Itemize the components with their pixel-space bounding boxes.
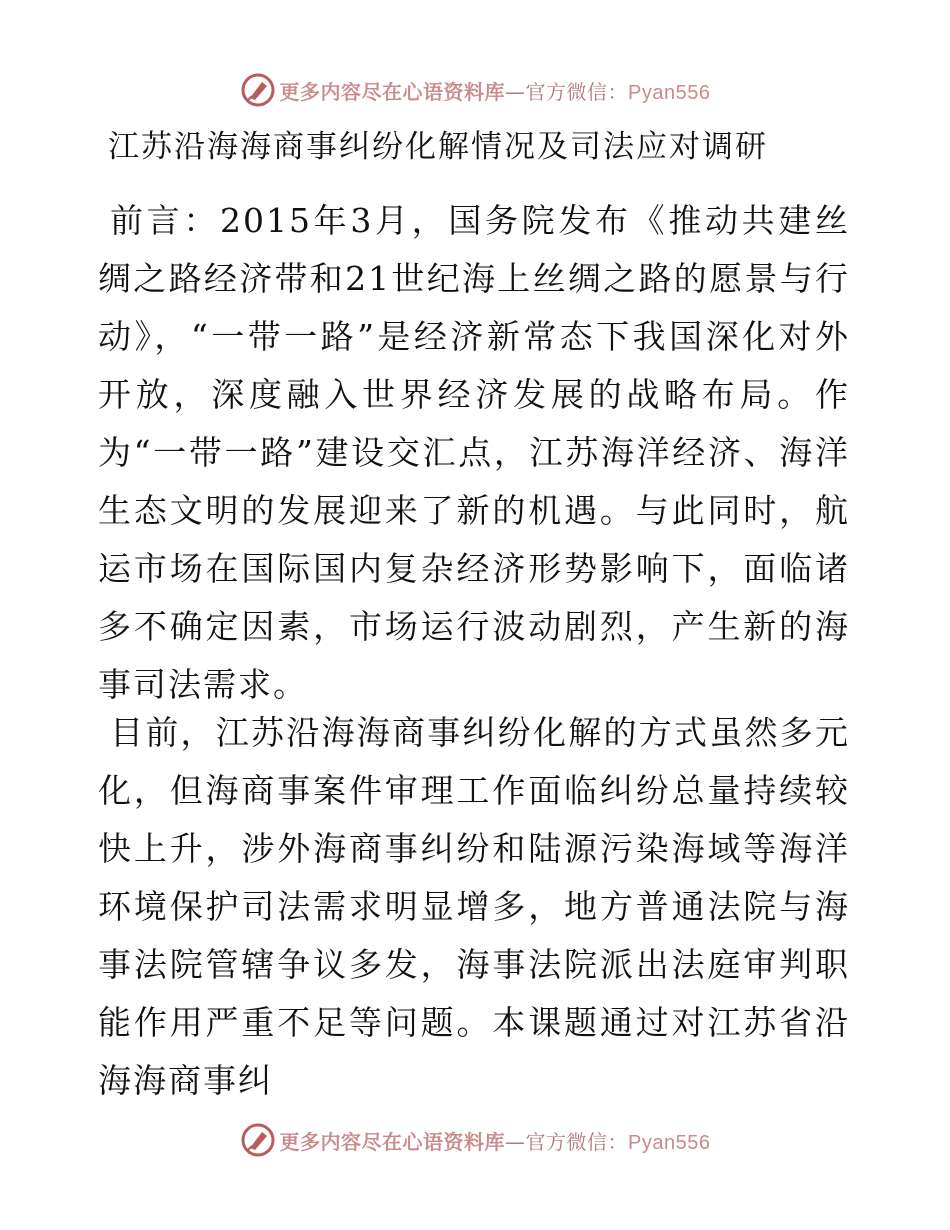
pen-nib-logo-icon bbox=[240, 72, 276, 108]
watermark-wechat-id: Pyan556 bbox=[628, 81, 711, 104]
watermark-separator: — bbox=[505, 79, 526, 104]
footer-watermark bbox=[0, 1120, 950, 1160]
watermark-wechat-label: 官方微信： bbox=[525, 1129, 629, 1154]
header-watermark bbox=[0, 70, 950, 110]
watermark-main-text: 更多内容尽在心语资料库 bbox=[279, 79, 506, 104]
watermark-wechat-id: Pyan556 bbox=[628, 1131, 711, 1154]
paragraph-current-situation: 目前，江苏沿海海商事纠纷化解的方式虽然多元化，但海商事案件审理工作面临纠纷总量持续较快上升，涉外海商事纠纷和陆源污染海域等海洋环境保护司法需求明显增多，地方普通法院与海事法院管辖争议多发，海事法院派出法庭审判职能作用严重不足等问题。本课题通过对江苏省沿海海商事纠 bbox=[98, 713, 850, 1100]
watermark-wechat-label: 官方微信： bbox=[525, 79, 629, 104]
watermark-main-text: 更多内容尽在心语资料库 bbox=[279, 1129, 506, 1154]
pen-nib-logo-icon bbox=[240, 1122, 276, 1158]
paragraph-preface: 前言：2015年3月，国务院发布《推动共建丝绸之路经济带和21世纪海上丝绸之路的愿景与行动》，“一带一路”是经济新常态下我国深化对外开放，深度融入世界经济发展的战略布局。作为“一带一路”建设交汇点，江苏海洋经济、海洋生态文明的发展迎来了新的机遇。与此同时，航运市场在国际国内复杂经济形势影响下，面临诸多不确定因素，市场运行波动剧烈，产生新的海事司法需求。 bbox=[98, 201, 850, 704]
document-title: 江苏沿海海商事纠纷化解情况及司法应对调研 bbox=[108, 129, 768, 165]
watermark-separator: — bbox=[505, 1129, 526, 1154]
